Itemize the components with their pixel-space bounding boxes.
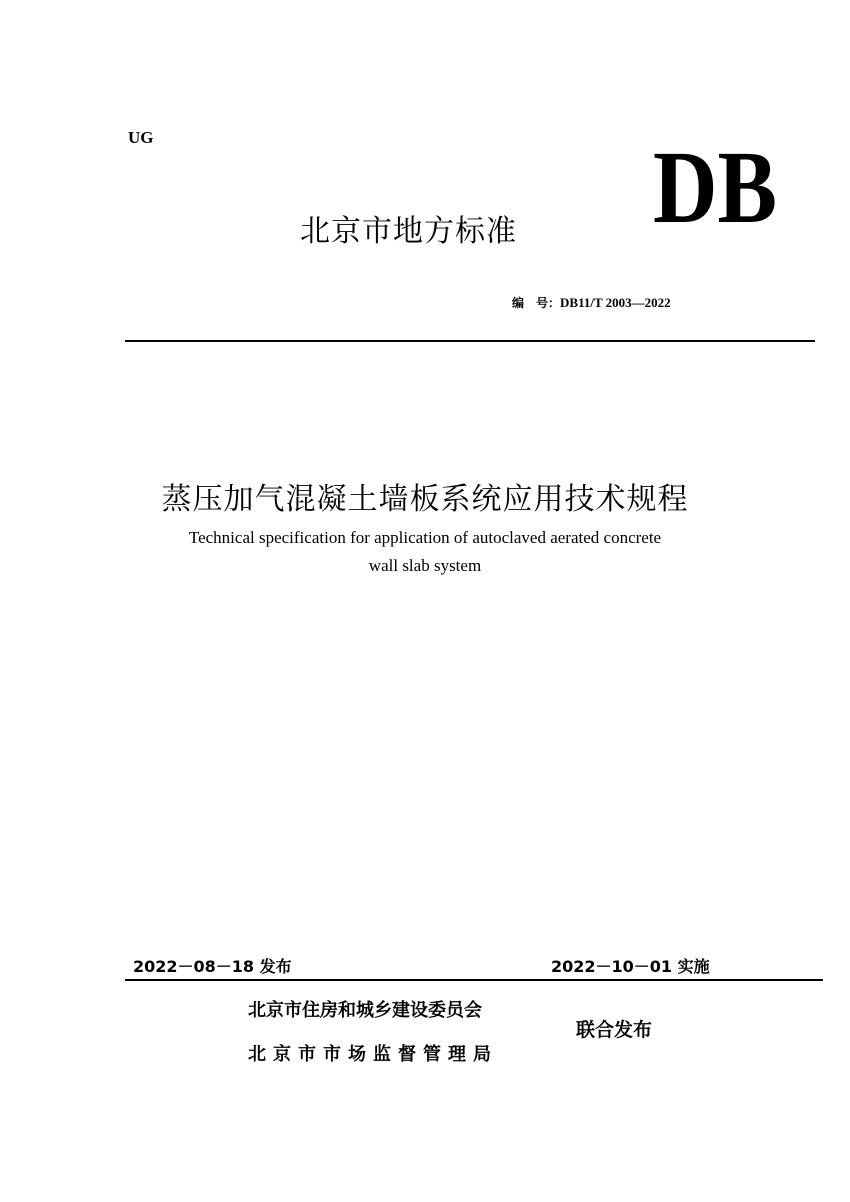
bottom-divider: [125, 979, 823, 981]
implementation-date: 2022－10－01 实施: [551, 957, 710, 976]
issue-date: 2022－08－18 发布: [133, 957, 292, 976]
standard-number-label: 编 号：: [512, 296, 561, 310]
english-title-line-2: wall slab system: [368, 556, 482, 575]
standard-type: 北京市地方标准: [300, 214, 517, 249]
ics-code: UG: [128, 128, 154, 147]
issuer-market-regulation: 北京市市场监督管理局: [248, 1044, 498, 1065]
standard-number-value: DB11/T 2003—2022: [560, 295, 671, 310]
issuer-housing-commission: 北京市住房和城乡建设委员会: [248, 1000, 482, 1021]
top-divider: [125, 340, 815, 342]
document-title-english: [0, 524, 850, 580]
document-title-chinese: 蒸压加气混凝土墙板系统应用技术规程: [161, 482, 689, 517]
db-logo-text: DB: [653, 130, 777, 245]
standard-number: [512, 294, 671, 311]
joint-issue-label: 联合发布: [576, 1019, 653, 1041]
db-logo: [652, 130, 778, 245]
english-title-line-1: Technical specification for application of autoclaved aerated concrete: [188, 528, 662, 547]
